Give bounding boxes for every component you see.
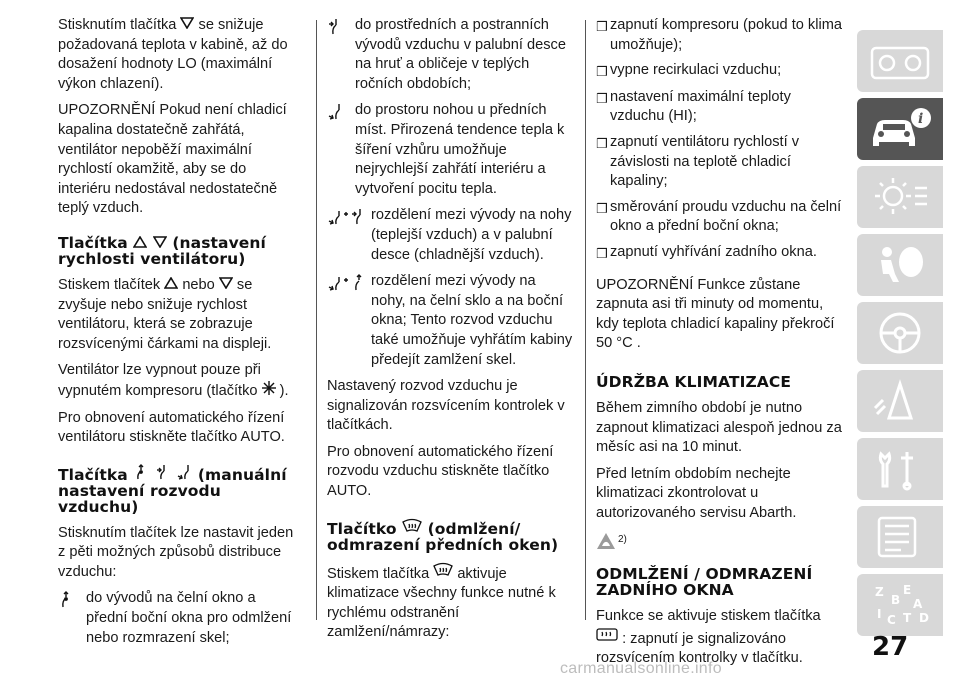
paragraph: UPOZORNĚNÍ Funkce zůstane zapnuta asi tři minuty od momentu, kdy teplota chladicí kapaliny překročí 50 °C . (596, 276, 835, 352)
svg-text:C: C (887, 613, 896, 627)
checklist-item-text: zapnutí kompresoru (pokud to klima umožňuje); (610, 17, 842, 53)
svg-text:E: E (903, 583, 912, 597)
checklist-icon (869, 514, 931, 560)
list-item: rozdělení mezi vývody na nohy (teplejší vzduch) a v palubní desce (chladnější vzduch). (327, 206, 573, 265)
checklist-item-text: zapnutí ventilátoru rychlostí v závislosti na teplotě chladicí kapaliny; (610, 133, 799, 190)
checklist-item (596, 243, 846, 264)
steering-wheel-icon (869, 310, 931, 356)
checklist (596, 16, 846, 264)
tab-emergency[interactable] (857, 370, 943, 432)
checklist-item (596, 198, 846, 237)
paragraph: Pro obnovení automatického řízení rozvodu vzduchu stiskněte tlačítko AUTO. (327, 443, 554, 500)
warning-hand-icon (596, 532, 616, 550)
svg-text:B: B (891, 593, 901, 607)
airflow-windshield-icon (58, 591, 74, 609)
section-heading: Tlačítko (odmlžení/ odmrazení předních oken) (327, 519, 559, 554)
warning-triangle-icon (869, 378, 931, 424)
section-heading: Tlačítka (manuální nastavení rozvodu vzduchu) (58, 465, 287, 516)
section-heading: ÚDRŽBA KLIMATIZACE (596, 372, 792, 391)
tab-lights[interactable] (857, 166, 943, 228)
list-item: do prostoru nohou u předních míst. Přirozená tendence tepla k šíření vzhůru umožňuje nejrychlejší zahřátí interiéru a vytvoření pocitu tepla. (327, 101, 573, 199)
snowflake-icon (262, 381, 276, 395)
checklist-item (596, 61, 846, 82)
list-item: do prostředních a postranních vývodů vzduchu v palubní desce na hruť a obličeje v teplých ročních obdobích; (327, 16, 573, 94)
checklist-item-text: vypne recirkulaci vzduchu; (610, 62, 782, 79)
paragraph: Stisknutím tlačítek lze nastavit jeden z pěti možných způsobů distribuce vzduchu: (58, 524, 294, 580)
checkbox-bullet: ❒ (596, 245, 608, 261)
paragraph: Stiskem tlačítka aktivuje klimatizace všechny funkce nutné k rychlému odstranění zamlžení/námrazy: (327, 562, 573, 643)
tab-driving[interactable] (857, 302, 943, 364)
airflow-feet-icon (327, 103, 343, 121)
checklist-item (596, 16, 846, 55)
paragraph: Stisknutím tlačítka se snižuje požadovaná teplota v kabině, až do dosažení hodnoty LO (maximální výkon chlazení). (58, 17, 288, 92)
column-divider (585, 20, 586, 620)
column-1 (58, 16, 298, 655)
svg-text:i: i (918, 111, 924, 127)
column-2 (327, 16, 573, 650)
checklist-item-text: směrování proudu vzduchu na čelní okno a přední boční okna; (610, 198, 842, 235)
checkbox-bullet: ❒ (596, 90, 608, 106)
watermark: carmanualsonline.info (560, 660, 722, 677)
page-number: 27 (872, 632, 909, 662)
checkbox-bullet: ❒ (596, 64, 608, 80)
section-heading: Tlačítka (nastavení rychlosti ventilátoru) (58, 233, 266, 268)
lights-icon (869, 174, 931, 220)
alphabet-index-icon (869, 582, 931, 628)
checkbox-bullet: ❒ (596, 135, 608, 151)
arrow-up-icon (164, 277, 178, 289)
checkbox-bullet: ❒ (596, 200, 608, 216)
windshield-defrost-icon (433, 562, 453, 578)
paragraph: UPOZORNĚNÍ Pokud není chladicí kapalina dostatečně zahřátá, ventilátor nepoběží maximální rychlostí okamžitě, aby se do interiéru nedostával nedostatečně teplý vzduch. (58, 102, 287, 217)
column-divider (316, 20, 317, 620)
airflow-face-icon (155, 464, 171, 480)
svg-text:I: I (877, 607, 882, 621)
list-item: do vývodů na čelní okno a přední boční okna pro odmlžení nebo rozmrazení skel; (58, 589, 298, 648)
airflow-feet-face-icon (327, 208, 367, 226)
checklist-item-text: zapnutí vyhřívání zadního okna. (610, 243, 817, 260)
dashboard-icon (869, 38, 931, 84)
arrow-down-icon (153, 236, 167, 248)
arrow-down-icon (180, 17, 194, 29)
paragraph: Stiskem tlačítek nebo se zvyšuje nebo snižuje rychlost ventilátoru, která se zobrazuje rozsvícenými čárkami na displeji. (58, 276, 272, 352)
tab-maintenance[interactable] (857, 438, 943, 500)
column-3 (596, 16, 846, 676)
tab-dashboard[interactable] (857, 30, 943, 92)
svg-text:T: T (903, 611, 912, 625)
checklist-item (596, 88, 846, 127)
airflow-windshield-icon (133, 464, 149, 480)
windshield-defrost-icon (402, 518, 422, 534)
tools-icon (869, 446, 931, 492)
checklist-item-text: nastavení maximální teploty vzduchu (HI); (610, 88, 791, 125)
paragraph: Před letním obdobím nechejte klimatizaci zkontrolovat u autorizovaného servisu Abarth. (596, 465, 797, 521)
arrow-up-icon (133, 236, 147, 248)
airflow-feet-icon (176, 464, 192, 480)
checklist-item (596, 133, 846, 192)
tab-index[interactable] (857, 574, 943, 636)
arrow-down-icon (219, 277, 233, 289)
rear-window-defrost-icon (596, 627, 618, 643)
paragraph: Nastavený rozvod vzduchu je signalizován rozsvícením kontrolek v tlačítkách. (327, 378, 565, 434)
list-item: rozdělení mezi vývody na nohy, na čelní sklo a na boční okna; Tento rozvod vzduchu také umožňuje vyhřátím kabiny předejít zamlžení skel. (327, 272, 573, 370)
paragraph: Během zimního období je nutno zapnout klimatizaci alespoň jednou za měsíc asi na 10 minut. (596, 399, 842, 456)
tab-safety[interactable] (857, 234, 943, 296)
svg-text:A: A (913, 597, 923, 611)
checkbox-bullet: ❒ (596, 19, 608, 34)
svg-text:Z: Z (875, 585, 884, 599)
section-heading: ODMLŽENÍ / ODMRAZENÍ ZADNÍHO OKNA (596, 565, 813, 600)
paragraph: Pro obnovení automatického řízení ventilátoru stiskněte tlačítko AUTO. (58, 409, 285, 446)
paragraph: Funkce se aktivuje stiskem tlačítka : zapnutí je signalizováno rozsvícením kontrolky v tlačítku. (596, 608, 821, 667)
tab-car-info[interactable] (857, 98, 943, 160)
paragraph: Ventilátor lze vypnout pouze při vypnutém kompresoru (tlačítko ). (58, 362, 289, 399)
airflow-face-icon (327, 18, 343, 36)
svg-text:D: D (919, 611, 929, 625)
airbag-icon (869, 242, 931, 288)
warning-reference: 2) (596, 530, 846, 550)
airflow-feet-windshield-icon (327, 274, 367, 292)
car-info-icon (869, 106, 931, 152)
tab-technical-data[interactable] (857, 506, 943, 568)
